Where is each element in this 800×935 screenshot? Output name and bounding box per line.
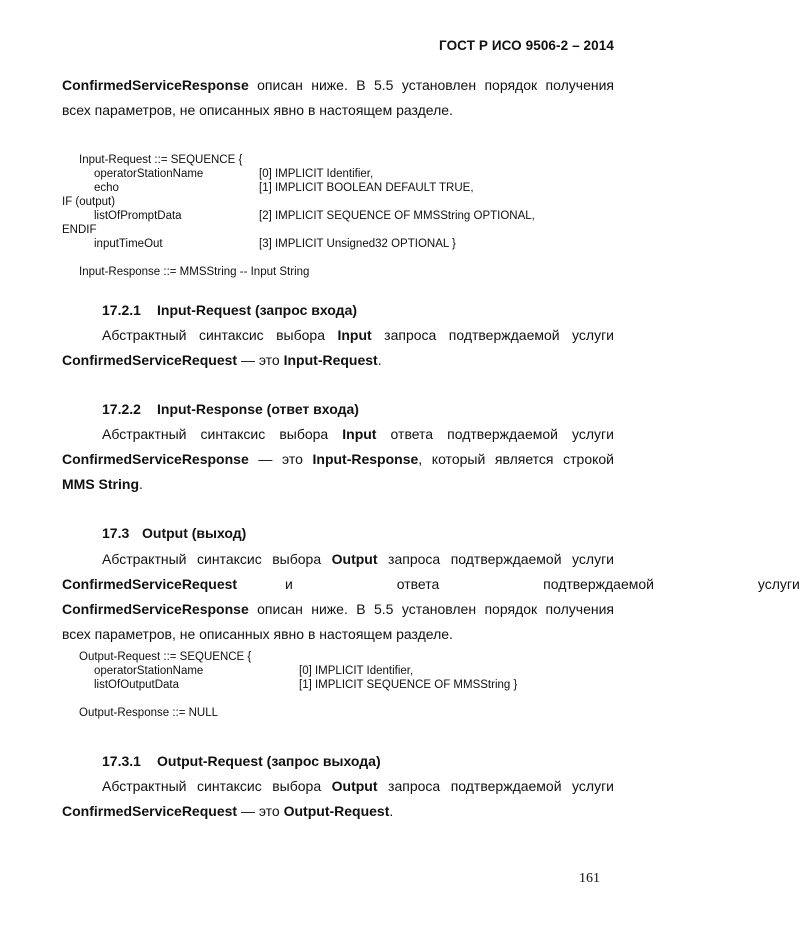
text-line: всех параметров, не описанных явно в настоящем разделе. bbox=[62, 626, 453, 642]
code-line: Output-Response ::= NULL bbox=[79, 707, 219, 719]
section-heading-17-3-1: 17.3.1 Output-Request (запрос выхода) bbox=[102, 753, 381, 769]
text-line: MMS String. bbox=[62, 476, 143, 492]
section-heading-17-2-2: 17.2.2 Input-Response (ответ входа) bbox=[102, 401, 359, 417]
text-line: Абстрактный синтаксис выбора Input ответа подтверждаемой услуги bbox=[102, 426, 614, 442]
section-heading-17-3: 17.3 Output (выход) bbox=[102, 525, 247, 541]
code-line: [0] IMPLICIT Identifier, bbox=[259, 168, 374, 180]
code-line: IF (output) bbox=[62, 196, 116, 208]
code-line: echo bbox=[94, 182, 119, 194]
code-line: ENDIF bbox=[62, 224, 97, 236]
text-line: ConfirmedServiceRequest bbox=[62, 576, 238, 592]
page-number: 161 bbox=[579, 871, 600, 886]
code-line: [0] IMPLICIT Identifier, bbox=[299, 665, 414, 677]
code-line: operatorStationName bbox=[94, 665, 204, 677]
code-line: [2] IMPLICIT SEQUENCE OF MMSString OPTIONAL, bbox=[259, 210, 535, 222]
code-line: [1] IMPLICIT BOOLEAN DEFAULT TRUE, bbox=[259, 182, 474, 194]
code-line: inputTimeOut bbox=[94, 238, 163, 250]
text-line: ConfirmedServiceRequest — это Output-Request. bbox=[62, 803, 394, 819]
document-header: ГОСТ Р ИСО 9506-2 – 2014 bbox=[439, 38, 614, 53]
text-line: всех параметров, не описанных явно в настоящем разделе. bbox=[62, 102, 453, 118]
code-line: Input-Response ::= MMSString -- Input String bbox=[79, 266, 310, 278]
text-line: Абстрактный синтаксис выбора Output запроса подтверждаемой услуги bbox=[102, 551, 614, 567]
text-line: Абстрактный синтаксис выбора Input запроса подтверждаемой услуги bbox=[102, 327, 614, 343]
text-line: и ответа подтверждаемой услуги bbox=[285, 576, 800, 592]
code-line: Output-Request ::= SEQUENCE { bbox=[79, 651, 252, 663]
code-line: Input-Request ::= SEQUENCE { bbox=[79, 154, 243, 166]
section-heading-17-2-1: 17.2.1 Input-Request (запрос входа) bbox=[102, 302, 358, 318]
text-line: ConfirmedServiceResponse описан ниже. В 5.5 установлен порядок получения bbox=[62, 601, 614, 617]
code-line: listOfOutputData bbox=[94, 679, 180, 691]
code-line: listOfPromptData bbox=[94, 210, 182, 222]
text-line: Абстрактный синтаксис выбора Output запроса подтверждаемой услуги bbox=[102, 778, 614, 794]
code-line: [3] IMPLICIT Unsigned32 OPTIONAL } bbox=[259, 238, 456, 250]
text-line: ConfirmedServiceResponse — это Input-Response, который является строкой bbox=[62, 451, 614, 467]
text-line: ConfirmedServiceResponse описан ниже. В 5.5 установлен порядок получения bbox=[62, 77, 614, 93]
code-line: [1] IMPLICIT SEQUENCE OF MMSString } bbox=[299, 679, 518, 691]
text-line: ConfirmedServiceRequest — это Input-Request. bbox=[62, 352, 382, 368]
code-line: operatorStationName bbox=[94, 168, 204, 180]
